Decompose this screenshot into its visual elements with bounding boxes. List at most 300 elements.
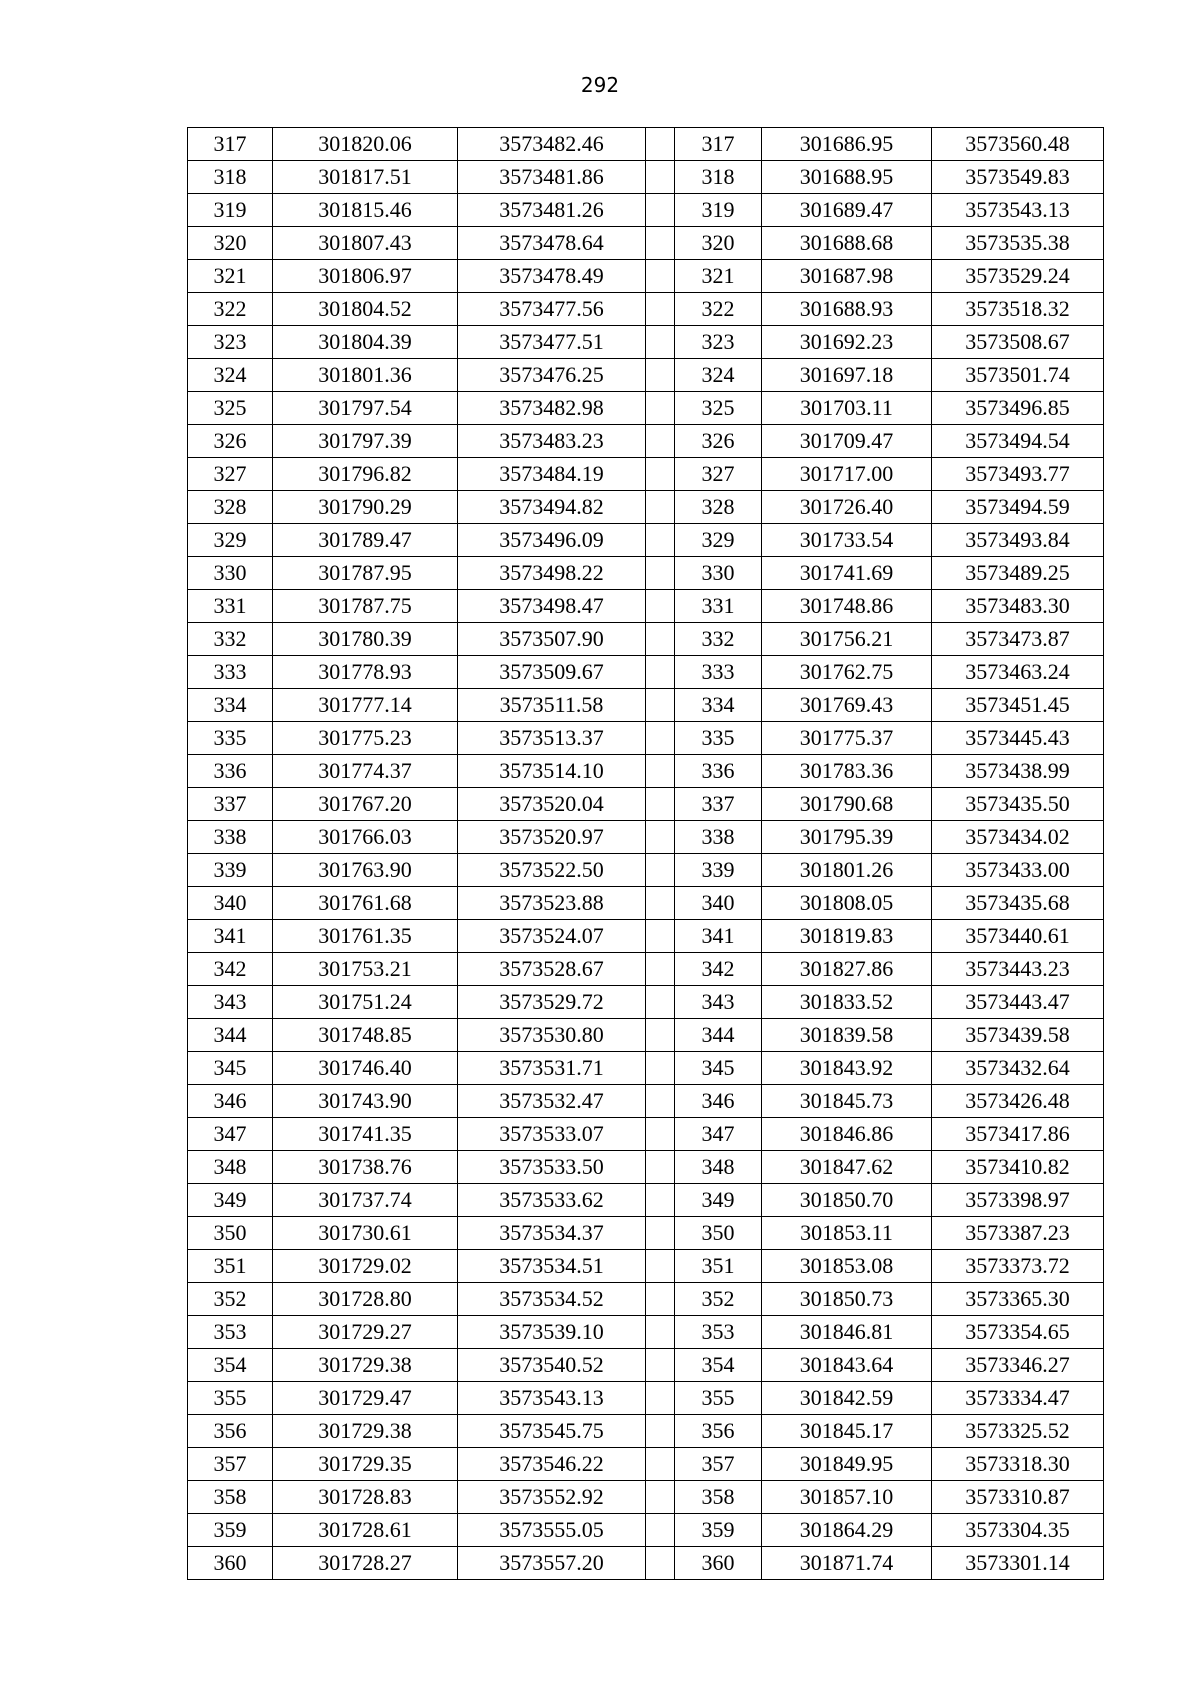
spacer-cell <box>646 920 675 953</box>
left-y-coordinate-cell: 3573522.50 <box>458 854 646 887</box>
left-point-number-cell: 350 <box>188 1217 273 1250</box>
left-point-number-cell: 322 <box>188 293 273 326</box>
left-y-coordinate-cell: 3573545.75 <box>458 1415 646 1448</box>
left-y-coordinate-cell: 3573532.47 <box>458 1085 646 1118</box>
left-y-coordinate-cell: 3573528.67 <box>458 953 646 986</box>
table-row <box>188 986 1104 1019</box>
left-point-number-cell: 340 <box>188 887 273 920</box>
spacer-cell <box>646 986 675 1019</box>
right-x-coordinate-cell: 301850.73 <box>762 1283 932 1316</box>
table-row <box>188 623 1104 656</box>
left-x-coordinate-cell: 301766.03 <box>273 821 458 854</box>
right-point-number-cell: 318 <box>675 161 762 194</box>
right-x-coordinate-cell: 301687.98 <box>762 260 932 293</box>
spacer-cell <box>646 392 675 425</box>
table-row <box>188 1349 1104 1382</box>
right-y-coordinate-cell: 3573310.87 <box>932 1481 1104 1514</box>
right-x-coordinate-cell: 301843.92 <box>762 1052 932 1085</box>
right-point-number-cell: 340 <box>675 887 762 920</box>
left-x-coordinate-cell: 301729.38 <box>273 1415 458 1448</box>
right-point-number-cell: 331 <box>675 590 762 623</box>
right-point-number-cell: 354 <box>675 1349 762 1382</box>
right-point-number-cell: 357 <box>675 1448 762 1481</box>
right-x-coordinate-cell: 301842.59 <box>762 1382 932 1415</box>
table-row <box>188 1250 1104 1283</box>
left-y-coordinate-cell: 3573514.10 <box>458 755 646 788</box>
right-point-number-cell: 333 <box>675 656 762 689</box>
left-x-coordinate-cell: 301763.90 <box>273 854 458 887</box>
table-row <box>188 359 1104 392</box>
left-y-coordinate-cell: 3573533.62 <box>458 1184 646 1217</box>
table-row <box>188 1547 1104 1580</box>
right-x-coordinate-cell: 301741.69 <box>762 557 932 590</box>
right-point-number-cell: 337 <box>675 788 762 821</box>
table-row <box>188 161 1104 194</box>
spacer-cell <box>646 722 675 755</box>
right-point-number-cell: 344 <box>675 1019 762 1052</box>
left-point-number-cell: 329 <box>188 524 273 557</box>
right-x-coordinate-cell: 301845.17 <box>762 1415 932 1448</box>
right-x-coordinate-cell: 301849.95 <box>762 1448 932 1481</box>
right-x-coordinate-cell: 301850.70 <box>762 1184 932 1217</box>
spacer-cell <box>646 1514 675 1547</box>
right-y-coordinate-cell: 3573543.13 <box>932 194 1104 227</box>
right-y-coordinate-cell: 3573440.61 <box>932 920 1104 953</box>
left-y-coordinate-cell: 3573496.09 <box>458 524 646 557</box>
table-row <box>188 755 1104 788</box>
right-x-coordinate-cell: 301839.58 <box>762 1019 932 1052</box>
right-x-coordinate-cell: 301717.00 <box>762 458 932 491</box>
left-y-coordinate-cell: 3573481.26 <box>458 194 646 227</box>
right-x-coordinate-cell: 301686.95 <box>762 128 932 161</box>
spacer-cell <box>646 755 675 788</box>
spacer-cell <box>646 260 675 293</box>
left-y-coordinate-cell: 3573484.19 <box>458 458 646 491</box>
right-x-coordinate-cell: 301790.68 <box>762 788 932 821</box>
table-row <box>188 1085 1104 1118</box>
right-y-coordinate-cell: 3573535.38 <box>932 227 1104 260</box>
spacer-cell <box>646 1283 675 1316</box>
right-x-coordinate-cell: 301843.64 <box>762 1349 932 1382</box>
left-x-coordinate-cell: 301761.68 <box>273 887 458 920</box>
right-y-coordinate-cell: 3573494.59 <box>932 491 1104 524</box>
right-y-coordinate-cell: 3573493.77 <box>932 458 1104 491</box>
left-y-coordinate-cell: 3573476.25 <box>458 359 646 392</box>
right-y-coordinate-cell: 3573304.35 <box>932 1514 1104 1547</box>
left-x-coordinate-cell: 301778.93 <box>273 656 458 689</box>
right-y-coordinate-cell: 3573560.48 <box>932 128 1104 161</box>
right-point-number-cell: 343 <box>675 986 762 1019</box>
right-y-coordinate-cell: 3573443.47 <box>932 986 1104 1019</box>
left-point-number-cell: 338 <box>188 821 273 854</box>
spacer-cell <box>646 557 675 590</box>
right-x-coordinate-cell: 301847.62 <box>762 1151 932 1184</box>
spacer-cell <box>646 887 675 920</box>
left-point-number-cell: 355 <box>188 1382 273 1415</box>
table-row <box>188 788 1104 821</box>
table-row <box>188 1184 1104 1217</box>
left-y-coordinate-cell: 3573477.51 <box>458 326 646 359</box>
left-y-coordinate-cell: 3573494.82 <box>458 491 646 524</box>
left-x-coordinate-cell: 301807.43 <box>273 227 458 260</box>
right-x-coordinate-cell: 301845.73 <box>762 1085 932 1118</box>
right-point-number-cell: 353 <box>675 1316 762 1349</box>
right-y-coordinate-cell: 3573373.72 <box>932 1250 1104 1283</box>
left-y-coordinate-cell: 3573511.58 <box>458 689 646 722</box>
spacer-cell <box>646 1349 675 1382</box>
right-y-coordinate-cell: 3573301.14 <box>932 1547 1104 1580</box>
left-x-coordinate-cell: 301761.35 <box>273 920 458 953</box>
left-point-number-cell: 339 <box>188 854 273 887</box>
table-row <box>188 887 1104 920</box>
right-y-coordinate-cell: 3573493.84 <box>932 524 1104 557</box>
left-x-coordinate-cell: 301728.27 <box>273 1547 458 1580</box>
spacer-cell <box>646 1547 675 1580</box>
left-x-coordinate-cell: 301730.61 <box>273 1217 458 1250</box>
right-y-coordinate-cell: 3573445.43 <box>932 722 1104 755</box>
right-x-coordinate-cell: 301688.68 <box>762 227 932 260</box>
left-y-coordinate-cell: 3573533.07 <box>458 1118 646 1151</box>
left-x-coordinate-cell: 301787.95 <box>273 557 458 590</box>
spacer-cell <box>646 1019 675 1052</box>
right-point-number-cell: 332 <box>675 623 762 656</box>
table-row <box>188 722 1104 755</box>
left-point-number-cell: 333 <box>188 656 273 689</box>
left-y-coordinate-cell: 3573507.90 <box>458 623 646 656</box>
left-y-coordinate-cell: 3573533.50 <box>458 1151 646 1184</box>
right-x-coordinate-cell: 301726.40 <box>762 491 932 524</box>
right-point-number-cell: 355 <box>675 1382 762 1415</box>
right-y-coordinate-cell: 3573346.27 <box>932 1349 1104 1382</box>
left-y-coordinate-cell: 3573481.86 <box>458 161 646 194</box>
table-row <box>188 1217 1104 1250</box>
left-point-number-cell: 347 <box>188 1118 273 1151</box>
table-row <box>188 854 1104 887</box>
right-point-number-cell: 360 <box>675 1547 762 1580</box>
left-point-number-cell: 334 <box>188 689 273 722</box>
right-y-coordinate-cell: 3573434.02 <box>932 821 1104 854</box>
left-x-coordinate-cell: 301787.75 <box>273 590 458 623</box>
left-x-coordinate-cell: 301729.02 <box>273 1250 458 1283</box>
right-x-coordinate-cell: 301833.52 <box>762 986 932 1019</box>
spacer-cell <box>646 1382 675 1415</box>
table-row <box>188 920 1104 953</box>
left-y-coordinate-cell: 3573552.92 <box>458 1481 646 1514</box>
right-x-coordinate-cell: 301801.26 <box>762 854 932 887</box>
spacer-cell <box>646 293 675 326</box>
right-point-number-cell: 352 <box>675 1283 762 1316</box>
right-y-coordinate-cell: 3573410.82 <box>932 1151 1104 1184</box>
left-x-coordinate-cell: 301729.35 <box>273 1448 458 1481</box>
table-row <box>188 128 1104 161</box>
left-y-coordinate-cell: 3573531.71 <box>458 1052 646 1085</box>
left-y-coordinate-cell: 3573529.72 <box>458 986 646 1019</box>
right-point-number-cell: 329 <box>675 524 762 557</box>
left-x-coordinate-cell: 301806.97 <box>273 260 458 293</box>
right-y-coordinate-cell: 3573463.24 <box>932 656 1104 689</box>
left-point-number-cell: 321 <box>188 260 273 293</box>
left-point-number-cell: 344 <box>188 1019 273 1052</box>
left-point-number-cell: 332 <box>188 623 273 656</box>
spacer-cell <box>646 590 675 623</box>
left-x-coordinate-cell: 301729.27 <box>273 1316 458 1349</box>
left-y-coordinate-cell: 3573534.52 <box>458 1283 646 1316</box>
spacer-cell <box>646 854 675 887</box>
coordinate-table-body <box>188 128 1104 1580</box>
table-row <box>188 953 1104 986</box>
right-x-coordinate-cell: 301846.86 <box>762 1118 932 1151</box>
left-x-coordinate-cell: 301737.74 <box>273 1184 458 1217</box>
table-row <box>188 590 1104 623</box>
right-x-coordinate-cell: 301864.29 <box>762 1514 932 1547</box>
right-point-number-cell: 346 <box>675 1085 762 1118</box>
table-row <box>188 1052 1104 1085</box>
right-x-coordinate-cell: 301697.18 <box>762 359 932 392</box>
left-x-coordinate-cell: 301728.80 <box>273 1283 458 1316</box>
left-y-coordinate-cell: 3573555.05 <box>458 1514 646 1547</box>
left-y-coordinate-cell: 3573498.22 <box>458 557 646 590</box>
left-point-number-cell: 342 <box>188 953 273 986</box>
right-point-number-cell: 358 <box>675 1481 762 1514</box>
left-x-coordinate-cell: 301789.47 <box>273 524 458 557</box>
left-point-number-cell: 336 <box>188 755 273 788</box>
table-row <box>188 425 1104 458</box>
right-x-coordinate-cell: 301733.54 <box>762 524 932 557</box>
left-y-coordinate-cell: 3573534.51 <box>458 1250 646 1283</box>
left-x-coordinate-cell: 301746.40 <box>273 1052 458 1085</box>
right-x-coordinate-cell: 301769.43 <box>762 689 932 722</box>
spacer-cell <box>646 227 675 260</box>
left-point-number-cell: 359 <box>188 1514 273 1547</box>
left-x-coordinate-cell: 301767.20 <box>273 788 458 821</box>
right-y-coordinate-cell: 3573398.97 <box>932 1184 1104 1217</box>
table-row <box>188 821 1104 854</box>
left-x-coordinate-cell: 301820.06 <box>273 128 458 161</box>
right-x-coordinate-cell: 301703.11 <box>762 392 932 425</box>
right-y-coordinate-cell: 3573325.52 <box>932 1415 1104 1448</box>
left-point-number-cell: 341 <box>188 920 273 953</box>
left-x-coordinate-cell: 301797.54 <box>273 392 458 425</box>
left-y-coordinate-cell: 3573520.04 <box>458 788 646 821</box>
right-x-coordinate-cell: 301853.08 <box>762 1250 932 1283</box>
left-x-coordinate-cell: 301751.24 <box>273 986 458 1019</box>
right-point-number-cell: 336 <box>675 755 762 788</box>
right-point-number-cell: 330 <box>675 557 762 590</box>
table-row <box>188 260 1104 293</box>
spacer-cell <box>646 194 675 227</box>
right-y-coordinate-cell: 3573489.25 <box>932 557 1104 590</box>
left-x-coordinate-cell: 301817.51 <box>273 161 458 194</box>
right-y-coordinate-cell: 3573439.58 <box>932 1019 1104 1052</box>
right-point-number-cell: 345 <box>675 1052 762 1085</box>
left-point-number-cell: 330 <box>188 557 273 590</box>
left-x-coordinate-cell: 301804.52 <box>273 293 458 326</box>
right-point-number-cell: 347 <box>675 1118 762 1151</box>
left-y-coordinate-cell: 3573524.07 <box>458 920 646 953</box>
table-row <box>188 689 1104 722</box>
spacer-cell <box>646 1151 675 1184</box>
table-row <box>188 1514 1104 1547</box>
spacer-cell <box>646 656 675 689</box>
left-x-coordinate-cell: 301729.38 <box>273 1349 458 1382</box>
right-y-coordinate-cell: 3573426.48 <box>932 1085 1104 1118</box>
left-x-coordinate-cell: 301797.39 <box>273 425 458 458</box>
spacer-cell <box>646 1316 675 1349</box>
table-row <box>188 392 1104 425</box>
right-y-coordinate-cell: 3573432.64 <box>932 1052 1104 1085</box>
left-point-number-cell: 358 <box>188 1481 273 1514</box>
spacer-cell <box>646 491 675 524</box>
right-x-coordinate-cell: 301688.93 <box>762 293 932 326</box>
right-x-coordinate-cell: 301762.75 <box>762 656 932 689</box>
spacer-cell <box>646 689 675 722</box>
left-point-number-cell: 327 <box>188 458 273 491</box>
left-y-coordinate-cell: 3573513.37 <box>458 722 646 755</box>
left-y-coordinate-cell: 3573482.98 <box>458 392 646 425</box>
left-y-coordinate-cell: 3573482.46 <box>458 128 646 161</box>
right-point-number-cell: 326 <box>675 425 762 458</box>
right-point-number-cell: 342 <box>675 953 762 986</box>
left-point-number-cell: 348 <box>188 1151 273 1184</box>
left-point-number-cell: 360 <box>188 1547 273 1580</box>
right-point-number-cell: 323 <box>675 326 762 359</box>
spacer-cell <box>646 1184 675 1217</box>
right-y-coordinate-cell: 3573354.65 <box>932 1316 1104 1349</box>
spacer-cell <box>646 1250 675 1283</box>
right-y-coordinate-cell: 3573451.45 <box>932 689 1104 722</box>
left-y-coordinate-cell: 3573539.10 <box>458 1316 646 1349</box>
table-row <box>188 1415 1104 1448</box>
right-point-number-cell: 339 <box>675 854 762 887</box>
left-point-number-cell: 337 <box>188 788 273 821</box>
right-point-number-cell: 328 <box>675 491 762 524</box>
left-point-number-cell: 356 <box>188 1415 273 1448</box>
left-point-number-cell: 326 <box>188 425 273 458</box>
left-point-number-cell: 335 <box>188 722 273 755</box>
table-row <box>188 1283 1104 1316</box>
left-x-coordinate-cell: 301743.90 <box>273 1085 458 1118</box>
left-y-coordinate-cell: 3573540.52 <box>458 1349 646 1382</box>
table-row <box>188 491 1104 524</box>
right-point-number-cell: 319 <box>675 194 762 227</box>
right-y-coordinate-cell: 3573494.54 <box>932 425 1104 458</box>
spacer-cell <box>646 1217 675 1250</box>
left-y-coordinate-cell: 3573546.22 <box>458 1448 646 1481</box>
table-row <box>188 1316 1104 1349</box>
right-point-number-cell: 322 <box>675 293 762 326</box>
left-x-coordinate-cell: 301774.37 <box>273 755 458 788</box>
left-y-coordinate-cell: 3573509.67 <box>458 656 646 689</box>
left-x-coordinate-cell: 301738.76 <box>273 1151 458 1184</box>
right-point-number-cell: 320 <box>675 227 762 260</box>
right-x-coordinate-cell: 301748.86 <box>762 590 932 623</box>
spacer-cell <box>646 1448 675 1481</box>
table-row <box>188 524 1104 557</box>
right-point-number-cell: 334 <box>675 689 762 722</box>
left-x-coordinate-cell: 301780.39 <box>273 623 458 656</box>
right-point-number-cell: 348 <box>675 1151 762 1184</box>
left-y-coordinate-cell: 3573543.13 <box>458 1382 646 1415</box>
left-x-coordinate-cell: 301748.85 <box>273 1019 458 1052</box>
left-point-number-cell: 325 <box>188 392 273 425</box>
right-x-coordinate-cell: 301871.74 <box>762 1547 932 1580</box>
left-point-number-cell: 354 <box>188 1349 273 1382</box>
coordinate-table <box>187 127 1104 1580</box>
left-y-coordinate-cell: 3573557.20 <box>458 1547 646 1580</box>
left-y-coordinate-cell: 3573534.37 <box>458 1217 646 1250</box>
right-y-coordinate-cell: 3573508.67 <box>932 326 1104 359</box>
spacer-cell <box>646 821 675 854</box>
left-x-coordinate-cell: 301796.82 <box>273 458 458 491</box>
spacer-cell <box>646 161 675 194</box>
table-row <box>188 1382 1104 1415</box>
spacer-cell <box>646 1085 675 1118</box>
table-row <box>188 1019 1104 1052</box>
left-y-coordinate-cell: 3573477.56 <box>458 293 646 326</box>
spacer-cell <box>646 326 675 359</box>
table-row <box>188 1151 1104 1184</box>
left-point-number-cell: 317 <box>188 128 273 161</box>
left-x-coordinate-cell: 301804.39 <box>273 326 458 359</box>
right-x-coordinate-cell: 301853.11 <box>762 1217 932 1250</box>
table-row <box>188 557 1104 590</box>
page-number: 292 <box>580 73 620 97</box>
left-x-coordinate-cell: 301753.21 <box>273 953 458 986</box>
spacer-cell <box>646 953 675 986</box>
right-point-number-cell: 351 <box>675 1250 762 1283</box>
left-x-coordinate-cell: 301741.35 <box>273 1118 458 1151</box>
right-y-coordinate-cell: 3573501.74 <box>932 359 1104 392</box>
right-x-coordinate-cell: 301689.47 <box>762 194 932 227</box>
right-y-coordinate-cell: 3573438.99 <box>932 755 1104 788</box>
left-y-coordinate-cell: 3573530.80 <box>458 1019 646 1052</box>
left-y-coordinate-cell: 3573520.97 <box>458 821 646 854</box>
left-x-coordinate-cell: 301729.47 <box>273 1382 458 1415</box>
right-y-coordinate-cell: 3573334.47 <box>932 1382 1104 1415</box>
right-point-number-cell: 325 <box>675 392 762 425</box>
left-y-coordinate-cell: 3573478.49 <box>458 260 646 293</box>
left-point-number-cell: 357 <box>188 1448 273 1481</box>
spacer-cell <box>646 458 675 491</box>
left-x-coordinate-cell: 301728.61 <box>273 1514 458 1547</box>
left-point-number-cell: 318 <box>188 161 273 194</box>
right-x-coordinate-cell: 301692.23 <box>762 326 932 359</box>
right-x-coordinate-cell: 301846.81 <box>762 1316 932 1349</box>
right-point-number-cell: 335 <box>675 722 762 755</box>
right-y-coordinate-cell: 3573443.23 <box>932 953 1104 986</box>
right-x-coordinate-cell: 301783.36 <box>762 755 932 788</box>
right-y-coordinate-cell: 3573518.32 <box>932 293 1104 326</box>
right-x-coordinate-cell: 301709.47 <box>762 425 932 458</box>
right-point-number-cell: 341 <box>675 920 762 953</box>
right-y-coordinate-cell: 3573318.30 <box>932 1448 1104 1481</box>
right-y-coordinate-cell: 3573433.00 <box>932 854 1104 887</box>
left-y-coordinate-cell: 3573483.23 <box>458 425 646 458</box>
left-point-number-cell: 352 <box>188 1283 273 1316</box>
table-row <box>188 293 1104 326</box>
right-x-coordinate-cell: 301795.39 <box>762 821 932 854</box>
left-x-coordinate-cell: 301775.23 <box>273 722 458 755</box>
table-row <box>188 326 1104 359</box>
right-y-coordinate-cell: 3573365.30 <box>932 1283 1104 1316</box>
right-x-coordinate-cell: 301688.95 <box>762 161 932 194</box>
right-y-coordinate-cell: 3573483.30 <box>932 590 1104 623</box>
right-y-coordinate-cell: 3573496.85 <box>932 392 1104 425</box>
left-x-coordinate-cell: 301790.29 <box>273 491 458 524</box>
spacer-cell <box>646 524 675 557</box>
spacer-cell <box>646 1052 675 1085</box>
left-point-number-cell: 343 <box>188 986 273 1019</box>
